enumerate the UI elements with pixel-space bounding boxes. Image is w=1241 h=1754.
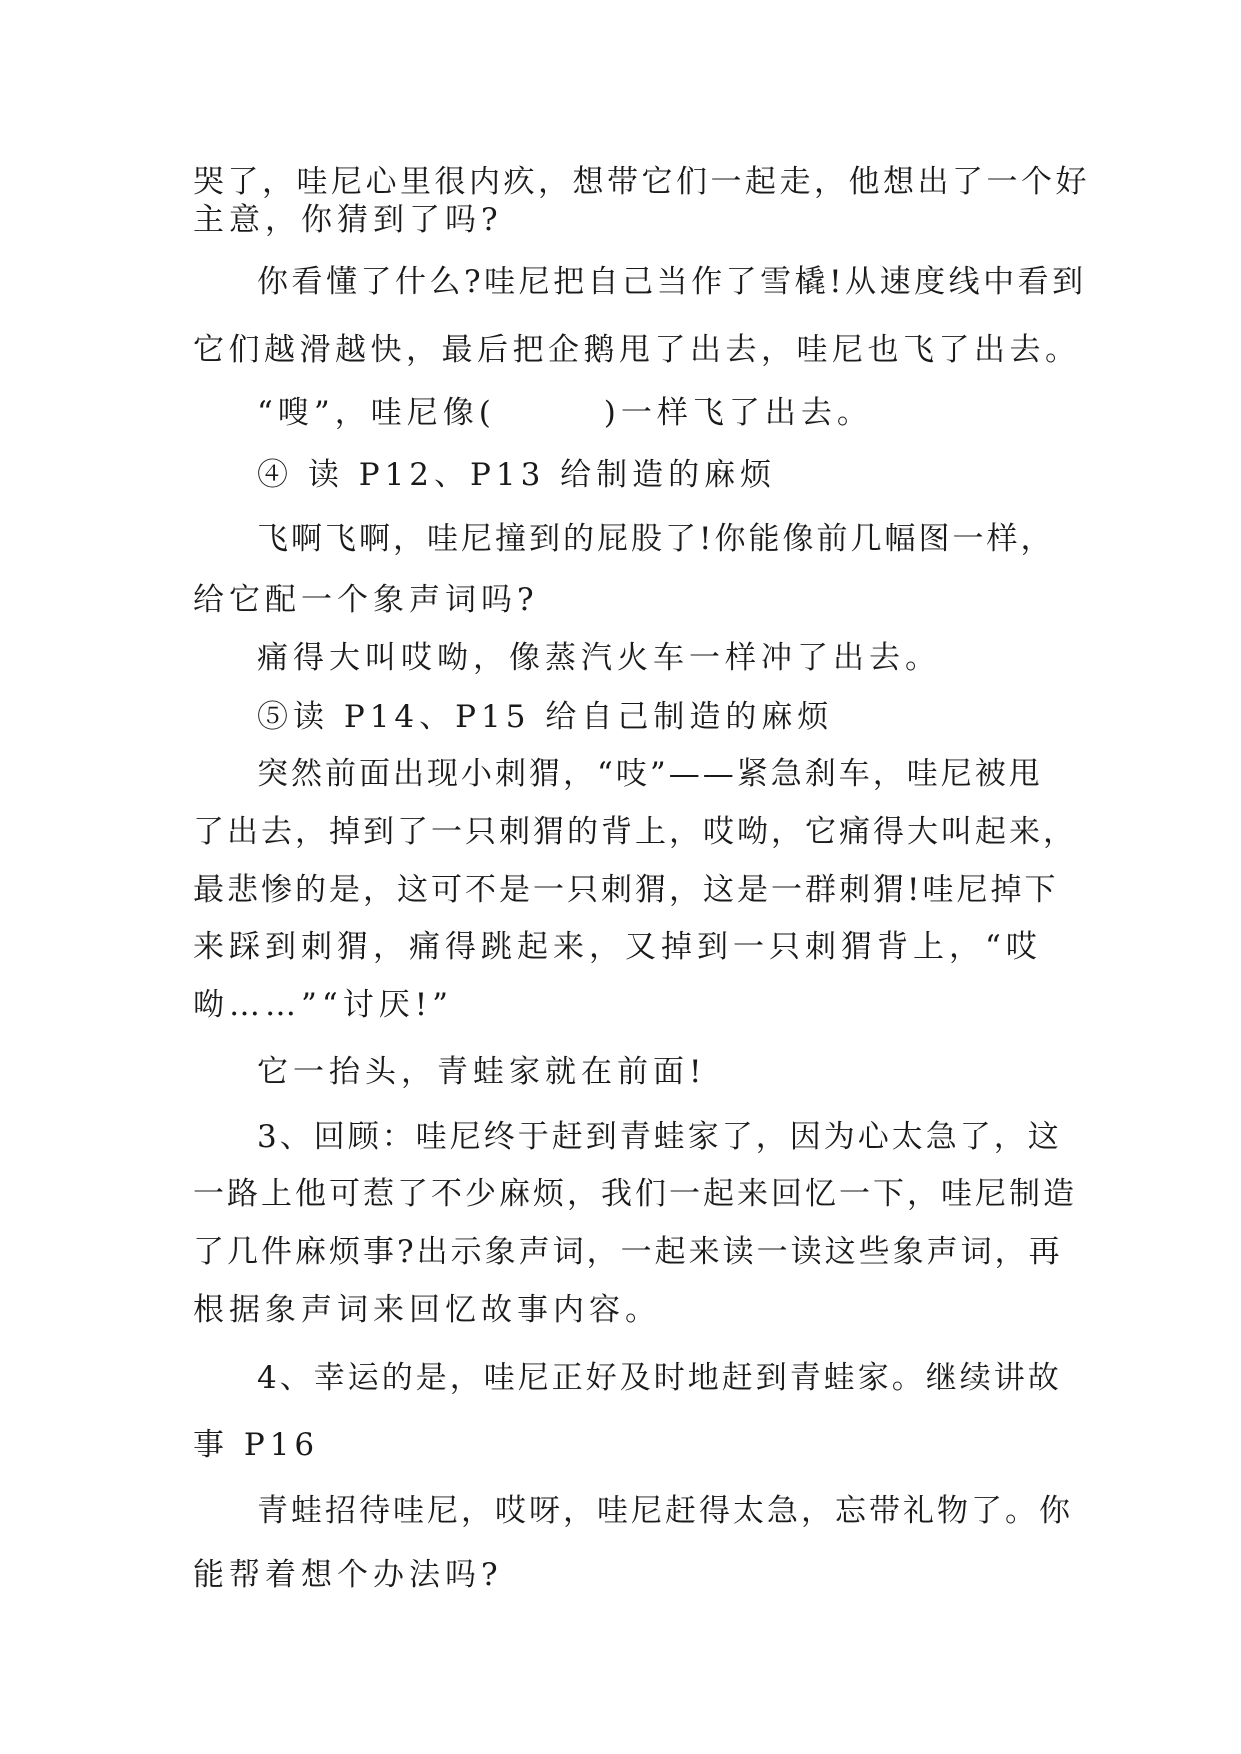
text-line: 根据象声词来回忆故事内容。 xyxy=(193,1292,661,1328)
text-line: 青蛙招待哇尼，哎呀，哇尼赶得太急，忘带礼物了。你 xyxy=(257,1493,1073,1529)
text-line: 痛得大叫哎呦，像蒸汽火车一样冲了出去。 xyxy=(257,640,941,676)
text-line: 了几件麻烦事?出示象声词，一起来读一读这些象声词，再 xyxy=(193,1234,1063,1270)
text-line: 主意，你猜到了吗? xyxy=(193,202,503,238)
text-line: ⑤读 P14、P15 给自己制造的麻烦 xyxy=(257,699,834,735)
text-line: 它们越滑越快，最后把企鹅甩了出去，哇尼也飞了出去。 xyxy=(193,332,1081,368)
text-line: 4、幸运的是，哇尼正好及时地赶到青蛙家。继续讲故 xyxy=(257,1360,1062,1396)
text-line: 给它配一个象声词吗? xyxy=(193,582,539,618)
text-line: 事 P16 xyxy=(193,1427,320,1463)
text-line: 飞啊飞啊，哇尼撞到的屁股了!你能像前几幅图一样， xyxy=(257,521,1055,557)
text-line: 3、回顾：哇尼终于赶到青蛙家了，因为心太急了，这 xyxy=(257,1119,1062,1155)
text-line: “嗖”，哇尼像( )一样飞了出去。 xyxy=(257,395,873,431)
text-line: 哭了，哇尼心里很内疚，想带它们一起走，他想出了一个好 xyxy=(193,164,1090,200)
text-line: 能帮着想个办法吗? xyxy=(193,1557,503,1593)
text-line: 最悲惨的是，这可不是一只刺猬，这是一群刺猬!哇尼掉下 xyxy=(193,872,1059,908)
text-line: 了出去，掉到了一只刺猬的背上，哎呦，它痛得大叫起来， xyxy=(193,814,1077,850)
text-line: 一路上他可惹了不少麻烦，我们一起来回忆一下，哇尼制造 xyxy=(193,1176,1077,1212)
text-line: 你看懂了什么?哇尼把自己当作了雪橇!从速度线中看到 xyxy=(257,264,1087,300)
text-line: 它一抬头，青蛙家就在前面! xyxy=(257,1054,707,1090)
text-line: 来踩到刺猬，痛得跳起来，又掉到一只刺猬背上，“哎 xyxy=(193,929,1042,965)
text-line: 呦……”“讨厌!” xyxy=(193,987,454,1023)
text-line: ④ 读 P12、P13 给制造的麻烦 xyxy=(257,457,777,493)
text-line: 突然前面出现小刺猬，“吱”——紧急刹车，哇尼被甩 xyxy=(257,756,1043,792)
